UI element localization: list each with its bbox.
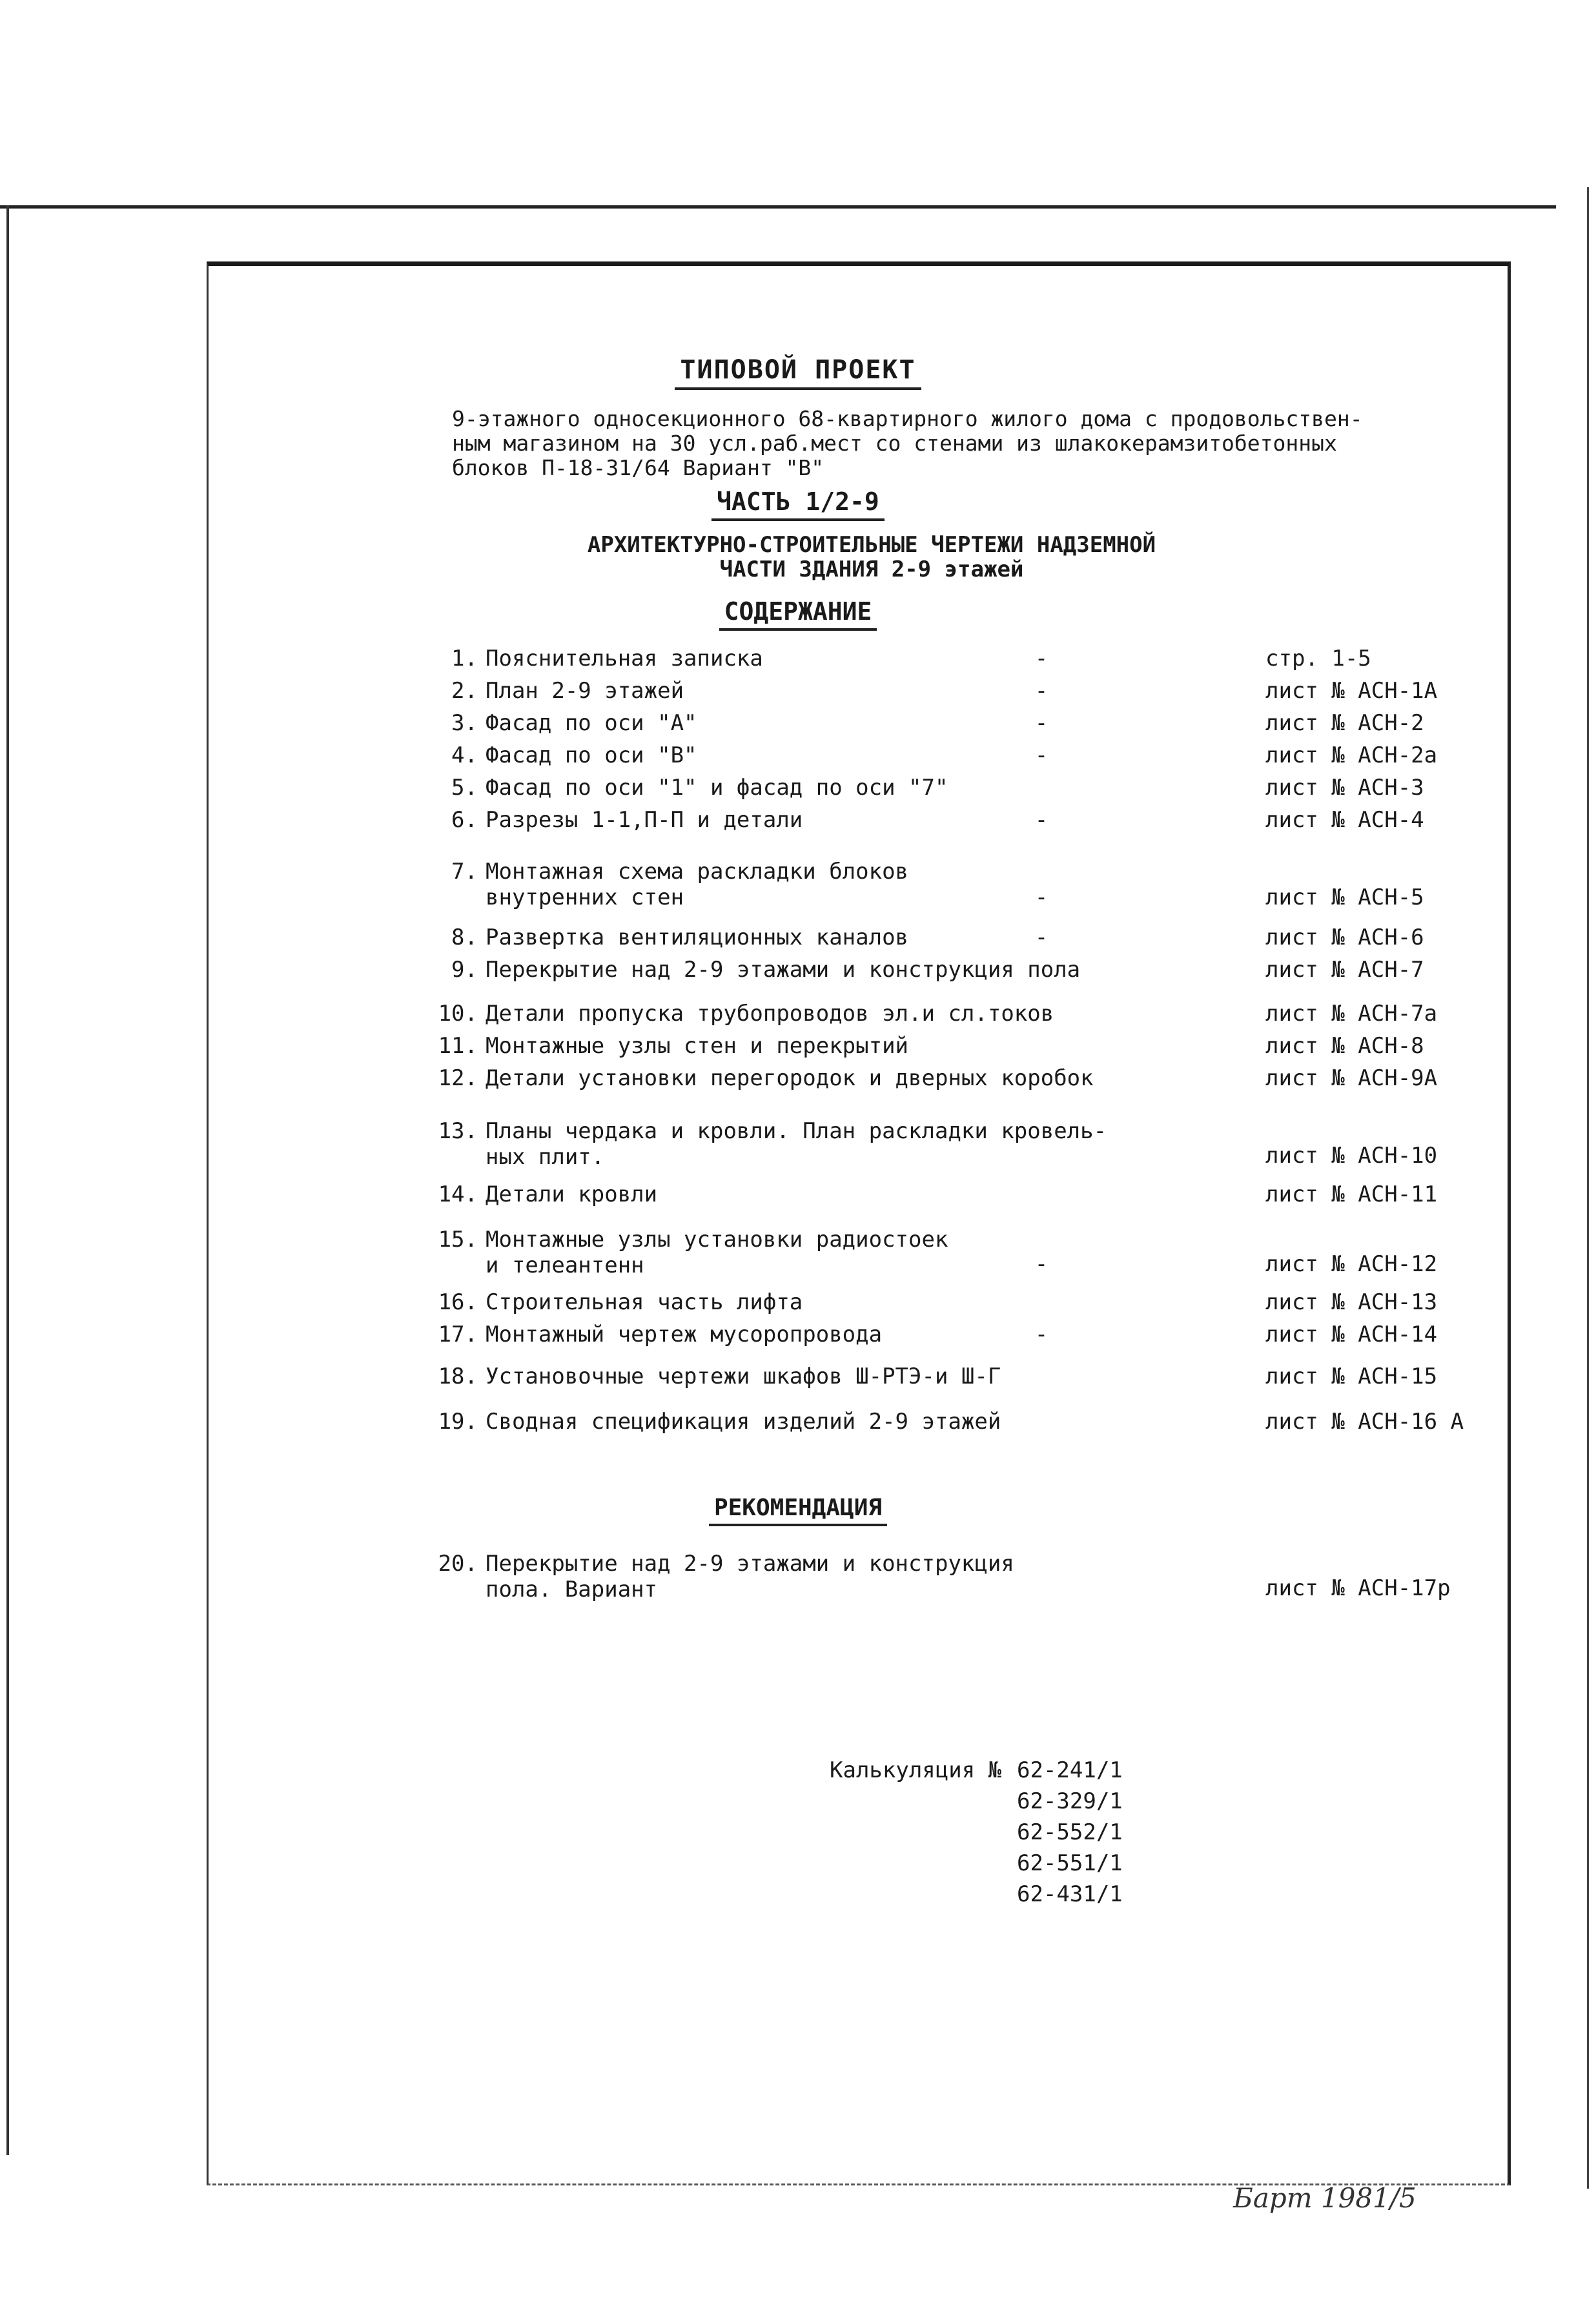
item-number: 4.	[451, 742, 478, 768]
project-description: 9-этажного односекционного 68-квартирного жилого дома с продовольствен- ным магазином на 30 усл.раб.мест со стенами из шлакокерамзитобетонных блоков П-18-31/64 Вариант "В"	[452, 406, 1363, 480]
calculation-numbers: 62-241/1 62-329/1 62-552/1 62-551/1 62-431/1	[1017, 1757, 1123, 1907]
handwritten-signature: Барт 1981/5	[1233, 2182, 1417, 2214]
item-text: Монтажная схема раскладки блоков внутренних стен	[486, 859, 909, 910]
item-dash: -	[1034, 1322, 1049, 1347]
item-number: 1.	[451, 646, 478, 671]
item-text: Установочные чертежи шкафов Ш-РТЭ-и Ш-Г	[486, 1364, 1001, 1389]
item-number: 10.	[438, 1001, 478, 1027]
item-reference: лист № АСН-2	[1265, 710, 1424, 736]
item-reference: лист № АСН-10	[1265, 1143, 1438, 1169]
item-reference: лист № АСН-12	[1265, 1251, 1438, 1277]
item-reference: лист № АСН-5	[1265, 885, 1424, 910]
section-title: АРХИТЕКТУРНО-СТРОИТЕЛЬНЫЕ ЧЕРТЕЖИ НАДЗЕМНОЙ ЧАСТИ ЗДАНИЯ 2-9 этажей	[587, 532, 1156, 582]
item-reference: лист № АСН-8	[1265, 1033, 1424, 1059]
item-text: Монтажные узлы стен и перекрытий	[486, 1033, 909, 1059]
contents-title: СОДЕРЖАНИЕ	[0, 597, 1596, 626]
item-text: Фасад по оси "А"	[486, 710, 697, 736]
item-text: Развертка вентиляционных каналов	[486, 925, 909, 950]
item-number: 7.	[451, 859, 478, 885]
item-text: Строительная часть лифта	[486, 1289, 803, 1315]
item-number: 16.	[438, 1289, 478, 1315]
document-title: ТИПОВОЙ ПРОЕКТ	[0, 355, 1596, 385]
item-reference: лист № АСН-7а	[1265, 1001, 1438, 1027]
item-dash: -	[1034, 1251, 1049, 1277]
item-dash: -	[1034, 742, 1049, 768]
item-text: Разрезы 1-1,П-П и детали	[486, 807, 803, 833]
part-label: ЧАСТЬ 1/2-9	[0, 487, 1596, 516]
item-text: План 2-9 этажей	[486, 678, 684, 704]
item-number: 18.	[438, 1364, 478, 1389]
item-text: Перекрытие над 2-9 этажами и конструкция пола. Вариант	[486, 1551, 1014, 1602]
item-dash: -	[1034, 885, 1049, 910]
item-reference: лист № АСН-16 А	[1265, 1409, 1464, 1435]
item-text: Фасад по оси "1" и фасад по оси "7"	[486, 775, 948, 801]
item-number: 9.	[451, 957, 478, 983]
item-number: 19.	[438, 1409, 478, 1435]
item-number: 3.	[451, 710, 478, 736]
item-reference: лист № АСН-4	[1265, 807, 1424, 833]
item-dash: -	[1034, 807, 1049, 833]
item-text: Детали установки перегородок и дверных коробок	[486, 1065, 1094, 1091]
item-reference: стр. 1-5	[1265, 646, 1371, 671]
item-dash: -	[1034, 678, 1049, 704]
item-text: Монтажные узлы установки радиостоек и телеантенн	[486, 1227, 948, 1278]
item-text: Перекрытие над 2-9 этажами и конструкция пола	[486, 957, 1081, 983]
item-dash: -	[1034, 925, 1049, 950]
item-text: Монтажный чертеж мусоропровода	[486, 1322, 883, 1347]
item-reference: лист № АСН-13	[1265, 1289, 1438, 1315]
item-dash: -	[1034, 646, 1049, 671]
item-number: 15.	[438, 1227, 478, 1253]
item-text: Фасад по оси "В"	[486, 742, 697, 768]
item-number: 20.	[438, 1551, 478, 1577]
item-reference: лист № АСН-15	[1265, 1364, 1438, 1389]
item-reference: лист № АСН-6	[1265, 925, 1424, 950]
item-number: 8.	[451, 925, 478, 950]
item-number: 12.	[438, 1065, 478, 1091]
item-number: 11.	[438, 1033, 478, 1059]
page-border-top	[0, 205, 1556, 209]
item-text: Детали пропуска трубопроводов эл.и сл.токов	[486, 1001, 1054, 1027]
item-number: 14.	[438, 1181, 478, 1207]
item-text: Планы чердака и кровли. План раскладки кровель- ных плит.	[486, 1118, 1107, 1170]
item-number: 5.	[451, 775, 478, 801]
item-reference: лист № АСН-3	[1265, 775, 1424, 801]
item-number: 13.	[438, 1118, 478, 1144]
item-reference: лист № АСН-1А	[1265, 678, 1438, 704]
item-number: 6.	[451, 807, 478, 833]
item-dash: -	[1034, 710, 1049, 736]
item-text: Пояснительная записка	[486, 646, 763, 671]
item-number: 17.	[438, 1322, 478, 1347]
item-text: Сводная спецификация изделий 2-9 этажей	[486, 1409, 1001, 1435]
item-reference: лист № АСН-14	[1265, 1322, 1438, 1347]
calculation-label: Калькуляция №	[830, 1757, 1002, 1783]
item-reference: лист № АСН-7	[1265, 957, 1424, 983]
recommendation-title: РЕКОМЕНДАЦИЯ	[0, 1495, 1596, 1521]
item-reference: лист № АСН-17р	[1265, 1575, 1451, 1601]
item-reference: лист № АСН-9А	[1265, 1065, 1438, 1091]
item-number: 2.	[451, 678, 478, 704]
item-text: Детали кровли	[486, 1181, 658, 1207]
item-reference: лист № АСН-11	[1265, 1181, 1438, 1207]
item-reference: лист № АСН-2а	[1265, 742, 1438, 768]
